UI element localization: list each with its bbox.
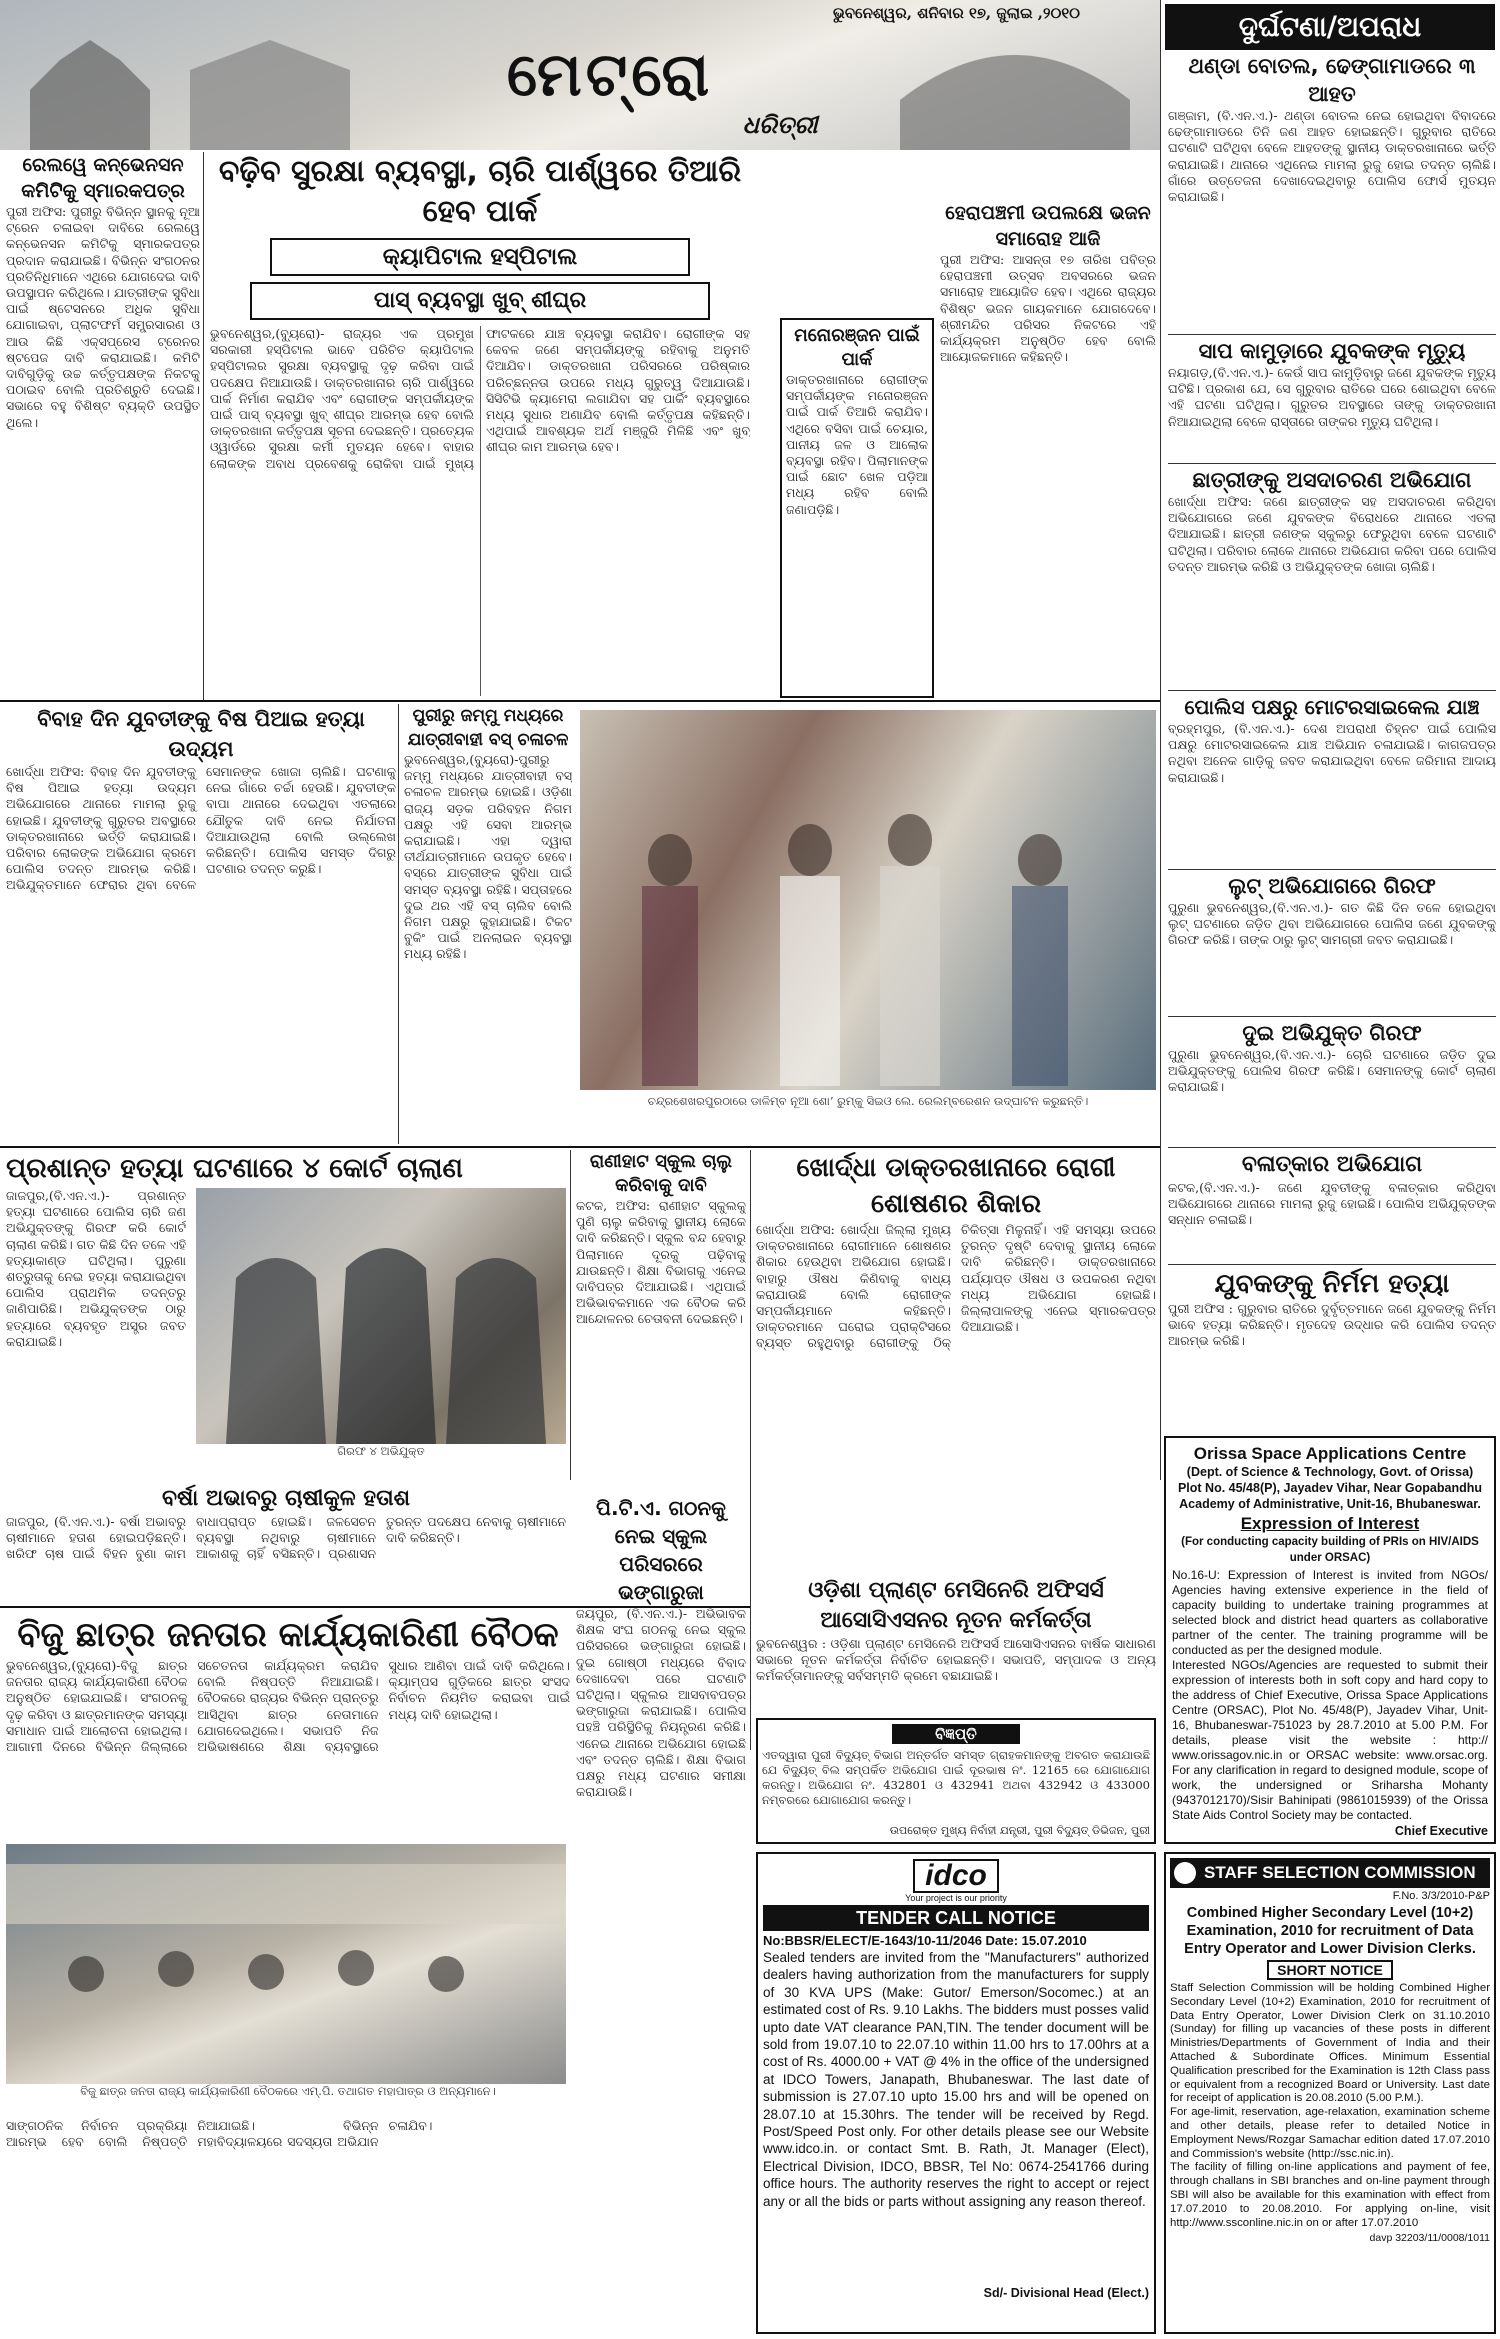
- lead-headline-text: ବଢ଼ିବ ସୁରକ୍ଷା ବ୍ୟବସ୍ଥା, ଚାରି ପାର୍ଶ୍ୱରେ ତିଆରି ହେବ ପାର୍କ: [218, 154, 742, 229]
- inauguration-caption: ଚନ୍ଦ୍ରଶେଖରପୁରଠାରେ ଡାଳିମ୍ବ ନୂଆ ଶୋ’ ରୁମ୍‌କୁ ସିଇଓ ଲେ. ରେଲମ୍ବରେଶନ ଉଦ୍‌ଘାଟନ କରୁଛନ୍ତି।: [647, 1094, 1089, 1108]
- ssc-title: STAFF SELECTION COMMISSION: [1204, 1863, 1476, 1882]
- lead-subhead: ପାସ୍ ବ୍ୟବସ୍ଥା ଖୁବ୍ ଶୀଘ୍ର: [373, 288, 587, 313]
- plant-body: ଭୁବନେଶ୍ୱର : ଓଡ଼ିଶା ପ୍ଲାଣ୍ଟ ମେସିନେରି ଅଫିସର୍ସ ଆସୋସିଏସନର ବାର୍ଷିକ ସାଧାରଣ ସଭାରେ ନୂତନ କର୍ମକର୍ତ୍ତା ନିର୍ବାଚିତ ହୋଇଛନ୍ତି। ସଭାପତି, ସମ୍ପାଦକ ଓ ଅନ୍ୟ କର୍ମକର୍ତ୍ତାମାନଙ୍କୁ ସର୍ବସମ୍ମତି କ୍ରମେ ବଛାଯାଇଛି।: [756, 1636, 1156, 1684]
- idco-logo: idco: [913, 1859, 999, 1893]
- pta-body: ଜୟପୁର, (ବି.ଏନ.ଏ.)- ଅଭିଭାବକ ଶିକ୍ଷକ ସଂଘ ଗଠନକୁ ନେଇ ସ୍କୁଲ ପରିସରରେ ଭଙ୍ଗାରୁଜା ହୋଇଛି। ଦୁଇ ଗୋଷ୍ଠୀ ମଧ୍ୟରେ ବିବାଦ ଦେଖାଦେବା ପରେ ଘଟଣାଟି ଘଟିଥିଲା। ସ୍କୁଲର ଆସବାବପତ୍ର ଭଙ୍ଗାରୁଜା କରାଯାଇଛି। ପୋଲିସ ପହଞ୍ଚି ପରିସ୍ଥିତିକୁ ନିୟନ୍ତ୍ରଣ କରିଛି। ଏନେଇ ଥାନାରେ ଅଭିଯୋଗ ହୋଇଛି ଏବଂ ତଦନ୍ତ ଚାଲିଛି। ଶିକ୍ଷା ବିଭାଗ ପକ୍ଷରୁ ମଧ୍ୟ ଘଟଣାର ସମୀକ୍ଷା କରାଯାଉଛି।: [576, 1606, 746, 1800]
- crime-story-6-headline: ଦୁଇ ଅଭିଯୁକ୍ତ ଗିରଫ: [1168, 1016, 1496, 1047]
- railway-headline: ରେଲୱେ କନ୍‌ଭେନସନ କମିଟିକୁ ସ୍ମାରକପତ୍ର: [21, 154, 185, 202]
- bjd-meeting-photo: [6, 1844, 566, 2084]
- dome-silhouette-icon: [880, 30, 1150, 150]
- school-story: [576, 1150, 746, 1490]
- railway-story: [6, 152, 200, 698]
- crime-story-2-body: ନୟାଗଡ଼,(ବି.ଏନ.ଏ.)- କେଉଁ ସାପ କାମୁଡ଼ିବାରୁ ଜଣେ ଯୁବକଙ୍କ ମୃତ୍ୟୁ ଘଟିଛି। ପ୍ରକାଶ ଯେ, ସେ ଗୁରୁବାର ରାତିରେ ଘରେ ଶୋଇଥିବା ବେଳେ ଏହି ଘଟଣା ଘଟିଥିଲା। ଗୁରୁତର ଅବସ୍ଥାରେ ତାଙ୍କୁ ଡାକ୍ତରଖାନା ନିଆଯାଇଥିଲା ବେଳେ ରାସ୍ତାରେ ତାଙ୍କର ମୃତ୍ୟୁ ଘଟିଥିଲା।: [1168, 365, 1496, 429]
- crime-story-2-headline: ସାପ କାମୁଡ଼ାରେ ଯୁବକଙ୍କ ମୃତ୍ୟୁ: [1168, 334, 1496, 365]
- bjd-headline: ବିଜୁ ଛାତ୍ର ଜନତାର କାର୍ଯ୍ୟକାରିଣୀ ବୈଠକ: [17, 1615, 559, 1655]
- crime-story-3-headline: ଛାତ୍ରୀଙ୍କୁ ଅସଦାଚରଣ ଅଭିଯୋଗ: [1168, 463, 1496, 494]
- ssc-davp: davp 32203/11/0008/1011: [1369, 2232, 1490, 2245]
- orsac-para2: Interested NGOs/Agencies are requested to submit their expression of interests both in soft copy and hard copy to the address of Chief Executive, Orissa Space Applications Centre (ORSAC), Plot No. 45/48(P), Jayadev Vihar, Unit-16, Bhubaneswar-751023 by 28.7.2010 at 5.00 P.M. For details, please visit the website : http:// www.orissagov.nic.in or ORSAC website: www.orsac.org. For any clarification in regard to designed module, scope of work, the undersigned or Sriharsha Mohanty (9437012170)/Sisir Bahinipati (9861015939) of the Orissa State Aids Control Society may be contacted.: [1172, 1658, 1488, 1822]
- bjd-body-2: ସାଙ୍ଗଠନିକ ନିର୍ବାଚନ ପ୍ରକ୍ରିୟା ଆରମ୍ଭ ହେବ ବୋଲି ନିଷ୍ପତ୍ତି ନିଆଯାଇଛି। ବିଭିନ୍ନ ମହାବିଦ୍ୟାଳୟରେ ସଦସ୍ୟତା ଅଭିଯାନ ଚଳାଯିବ।: [6, 2118, 433, 2150]
- murder-headline: ପ୍ରଶାନ୍ତ ହତ୍ୟା ଘଟଣାରେ ୪ କୋର୍ଟ ଚାଲାଣ: [6, 1153, 463, 1184]
- bjd-story: [6, 1612, 570, 2336]
- idco-tagline: Your project is our priority: [905, 1893, 1007, 1903]
- crime-story-3-body: ଖୋର୍ଦ୍ଧା ଅଫିସ: ଜଣେ ଛାତ୍ରୀଙ୍କ ସହ ଅସଦାଚରଣ କରିଥିବା ଅଭିଯୋଗରେ ଜଣେ ଯୁବକଙ୍କ ବିରୋଧରେ ଥାନାରେ ଏତଲା ଦିଆଯାଇଛି। ଛାତ୍ରୀ ଜଣଙ୍କ ସ୍କୁଲରୁ ଫେରୁଥିବା ବେଳେ ଘଟଣାଟି ଘଟିଥିଲା। ପରିବାର ଲୋକେ ଥାନାରେ ଅଭିଯୋଗ କରିବା ପରେ ପୋଲିସ ତଦନ୍ତ ଆରମ୍ଭ କରିଛି ଓ ଅଭିଯୁକ୍ତଙ୍କ ଖୋଜା ଚାଲିଛି।: [1168, 494, 1496, 574]
- crime-story-4-body: ବ୍ରହ୍ମପୁର, (ବି.ଏନ.ଏ.)- ଦେଶ ଅପରାଧୀ ଚିହ୍ନଟ ପାଇଁ ପୋଲିସ ପକ୍ଷରୁ ମୋଟରସାଇକେଲ ଯାଞ୍ଚ ଅଭିଯାନ ଚଳାଯାଇଛି। କାଗଜପତ୍ର ନଥିବା ଅନେକ ଗାଡ଼ିକୁ ଜବତ କରାଯାଇଥିବା ବେଳେ ଜରିମାନା ଆଦାୟ କରାଯାଇଛି।: [1168, 721, 1496, 785]
- masthead-logo-sub: ଧରିତ୍ରୀ: [742, 110, 818, 139]
- murder-body: ଜାଜପୁର,(ବି.ଏନ.ଏ.)- ପ୍ରଶାନ୍ତ ହତ୍ୟା ଘଟଣାରେ ପୋଲିସ ଚାରି ଜଣ ଅଭିଯୁକ୍ତଙ୍କୁ ଗିରଫ କରି କୋର୍ଟ ଚାଲାଣ କରିଛି। ଗତ କିଛି ଦିନ ତଳେ ଏହି ହତ୍ୟାକାଣ୍ଡ ଘଟିଥିଲା। ପୁରୁଣା ଶତ୍ରୁତାକୁ ନେଇ ହତ୍ୟା କରାଯାଇଥିବା ପୋଲିସ ପ୍ରାଥମିକ ତଦନ୍ତରୁ ଜାଣିପାରିଛି। ଅଭିଯୁକ୍ତଙ୍କ ଠାରୁ ହତ୍ୟାରେ ବ୍ୟବହୃତ ଅସ୍ତ୍ର ଜବତ କରାଯାଇଛି।: [6, 1188, 186, 1349]
- crime-story-6-body: ପୁରୁଣା ଭୁବନେଶ୍ୱର,(ବି.ଏନ.ଏ.)- ଚୋରି ଘଟଣାରେ ଜଡ଼ିତ ଦୁଇ ଅଭିଯୁକ୍ତଙ୍କୁ ପୋଲିସ ଗିରଫ କରିଛି। ସେମାନଙ୍କୁ କୋର୍ଟ ଚାଲାଣ କରାଯାଇଛି।: [1168, 1047, 1496, 1095]
- dowry-headline: ବିବାହ ଦିନ ଯୁବତୀଙ୍କୁ ବିଷ ପିଆଇ ହତ୍ୟା ଉଦ୍ୟମ: [37, 707, 365, 761]
- orsac-address: Plot No. 45/48(P), Jayadev Vihar, Near Gopabandhu Academy of Administrative, Unit-16, Bhubaneswar.: [1177, 1481, 1483, 1511]
- dowry-body: ଖୋର୍ଦ୍ଧା ଅଫିସ: ବିବାହ ଦିନ ଯୁବତୀଙ୍କୁ ବିଷ ପିଆଇ ହତ୍ୟା ଉଦ୍ୟମ ଅଭିଯୋଗରେ ଥାନାରେ ମାମଲା ରୁଜୁ ହୋଇଛି। ଯୁବତୀଙ୍କୁ ଗୁରୁତର ଅବସ୍ଥାରେ ଡାକ୍ତରଖାନାରେ ଭର୍ତ୍ତି କରାଯାଇଛି। ପରିବାର ଲୋକଙ୍କ ଅଭିଯୋଗ କ୍ରମେ ପୋଲିସ ତଦନ୍ତ ଆରମ୍ଭ କରିଛି। ଅଭିଯୁକ୍ତମାନେ ଫେରାର ଥିବା ବେଳେ ସେମାନଙ୍କ ଖୋଜା ଚାଲିଛି। ଘଟଣାକୁ ନେଇ ଗାଁରେ ଚର୍ଚ୍ଚା ହେଉଛି। ଯୁବତୀଙ୍କ ବାପା ଥାନାରେ ଦେଇଥିବା ଏତଲାରେ ଯୌତୁକ ଦାବି ନେଇ ନିର୍ଯାତନା ଦିଆଯାଉଥିଲା ବୋଲି ଉଲ୍ଲେଖ କରିଛନ୍ତି। ପୋଲିସ ସମସ୍ତ ଦିଗରୁ ଘଟଣାର ତଦନ୍ତ କରୁଛି।: [6, 764, 396, 893]
- herapanchami-body: ପୁରୀ ଅଫିସ: ଆସନ୍ତା ୧୭ ତାରିଖ ପବିତ୍ର ହେରାପଞ୍ଚମୀ ଉତ୍ସବ ଅବସରରେ ଭଜନ ସମାରୋହ ଆୟୋଜିତ ହେବ। ଏଥିରେ ରାଜ୍ୟର ବିଶିଷ୍ଟ ଭଜନ ଗାୟକମାନେ ଯୋଗଦେବେ। ଶ୍ରୀମନ୍ଦିର ପରିସର ନିକଟରେ ଏହି କାର୍ଯ୍ୟକ୍ରମ ଅନୁଷ୍ଠିତ ହେବ ବୋଲି ଆୟୋଜକମାନେ କହିଛନ୍ତି।: [940, 252, 1156, 365]
- masked-accused-icon: [196, 1188, 566, 1444]
- crime-story-7-body: କଟକ,(ବି.ଏନ.ଏ.)- ଜଣେ ଯୁବତୀଙ୍କୁ ବଳାତ୍କାର କରିଥିବା ଅଭିଯୋଗରେ ଥାନାରେ ମାମଲା ରୁଜୁ ହୋଇଛି। ପୋଲିସ ଅଭିଯୁକ୍ତଙ୍କ ସନ୍ଧାନ ଚଳାଇଛି।: [1168, 1180, 1496, 1228]
- idco-title: TENDER CALL NOTICE: [763, 1905, 1149, 1931]
- crime-story-4-headline: ପୋଲିସ ପକ୍ଷରୁ ମୋଟରସାଇକେଲ ଯାଞ୍ଚ: [1168, 690, 1496, 721]
- school-body: କଟକ, ଅଫିସ: ରାଣୀହାଟ ସ୍କୁଲକୁ ପୁଣି ଚାଲୁ କରିବାକୁ ସ୍ଥାନୀୟ ଲୋକେ ଦାବି କରିଛନ୍ତି। ସ୍କୁଲ ବନ୍ଦ ହେବାରୁ ପିଲାମାନେ ଦୂରକୁ ପଢ଼ିବାକୁ ଯାଉଛନ୍ତି। ଶିକ୍ଷା ବିଭାଗକୁ ଏନେଇ ଦାବିପତ୍ର ଦିଆଯାଇଛି। ଏଥିପାଇଁ ଅଭିଭାବକମାନେ ଏକ ବୈଠକ କରି ଆନ୍ଦୋଳନର ଚେତାବନୀ ଦେଇଛନ୍ତି।: [576, 1198, 746, 1327]
- idco-signatory: Sd/- Divisional Head (Elect.): [983, 2286, 1149, 2300]
- ssc-para2: For age-limit, reservation, age-relaxation, examination scheme and other details, please refer to detailed Notice in Employment News/Rozgar Samachar edition dated 17.07.2010 and Commission's website (http://ssc.nic.in).: [1170, 2106, 1490, 2160]
- people-silhouettes-icon: [580, 710, 1156, 1090]
- orsac-subtitle: (For conducting capacity building of PRIs on HIV/AIDS under ORSAC): [1181, 1536, 1479, 1564]
- drought-story: [6, 1484, 566, 1604]
- dowry-story: [6, 704, 396, 1144]
- ssc-para1: Staff Selection Commission will be holding Combined Higher Secondary Level (10+2) Examination, 2010 for recruitment of Data Entry Operator, Lower Division Clerk on 31.10.2010 (Sunday) for filling up vacancies of these posts in different Ministries/Departments of Government of India and their Attached & Subordinate Offices. Minimum Essential Qualification prescribed for the Examination is 12th Class pass or equivalent from a recognized Board or University. Last date for receipt of application is 20.08.2010 (5.00 P.M.).: [1170, 1982, 1490, 2105]
- khurda-body: ଖୋର୍ଦ୍ଧା ଅଫିସ: ଖୋର୍ଦ୍ଧା ଜିଲ୍ଲା ମୁଖ୍ୟ ଡାକ୍ତରଖାନାରେ ରୋଗୀମାନେ ଶୋଷଣର ଶିକାର ହେଉଥିବା ଅଭିଯୋଗ ହୋଇଛି। ବାହାରୁ ଔଷଧ କିଣିବାକୁ ବାଧ୍ୟ କରାଯାଉଛି ବୋଲି ରୋଗୀଙ୍କ ସମ୍ପର୍କୀୟମାନେ କହିଛନ୍ତି। ଡାକ୍ତରମାନେ ଘରୋଇ ପ୍ରାକ୍ଟିସରେ ବ୍ୟସ୍ତ ରହୁଥିବାରୁ ରୋଗୀଙ୍କୁ ଠିକ୍ ଚିକିତ୍ସା ମିଳୁନାହିଁ। ଏହି ସମସ୍ୟା ଉପରେ ତୁରନ୍ତ ଦୃଷ୍ଟି ଦେବାକୁ ସ୍ଥାନୀୟ ଲୋକେ ଦାବି କରିଛନ୍ତି। ଡାକ୍ତରଖାନାରେ ପର୍ଯ୍ୟାପ୍ତ ଔଷଧ ଓ ଉପକରଣ ନଥିବା ମଧ୍ୟ ଅଭିଯୋଗ ହୋଇଛି। ଜିଲ୍ଲାପାଳଙ୍କୁ ଏନେଇ ସ୍ମାରକପତ୍ର ଦିଆଯାଇଛି।: [756, 1222, 1156, 1351]
- ssc-heading: Combined Higher Secondary Level (10+2) Examination, 2010 for recruitment of Data Entry Operator and Lower Division Clerks.: [1184, 1905, 1476, 1957]
- bus-body: ଭୁବନେଶ୍ୱର,(ବ୍ୟୁରୋ)-ପୁରୀରୁ ଜମ୍ମୁ ମଧ୍ୟରେ ଯାତ୍ରୀବାହୀ ବସ୍ ଚଳାଚଳ ଆରମ୍ଭ ହୋଇଛି। ଓଡ଼ିଶା ରାଜ୍ୟ ସଡ଼କ ପରିବହନ ନିଗମ ପକ୍ଷରୁ ଏହି ସେବା ଆରମ୍ଭ କରାଯାଇଛି। ଏହା ଦ୍ୱାରା ତୀର୍ଥଯାତ୍ରୀମାନେ ଉପକୃତ ହେବେ। ବସ୍‌ରେ ଯାତ୍ରୀଙ୍କ ସୁବିଧା ପାଇଁ ସମସ୍ତ ବ୍ୟବସ୍ଥା ରହିଛି। ସପ୍ତାହରେ ଦୁଇ ଥର ଏହି ବସ୍ ଚାଲିବ ବୋଲି ନିଗମ ପକ୍ଷରୁ କୁହାଯାଇଛି। ଟିକଟ ବୁକିଂ ପାଇଁ ଅନଲାଇନ ବ୍ୟବସ୍ଥା ମଧ୍ୟ ରହିଛି।: [404, 752, 572, 962]
- odia-notice: [756, 1718, 1156, 1844]
- odia-notice-body: ଏତଦ୍ୱାରା ପୁରୀ ବିଦ୍ୟୁତ୍ ବିଭାଗ ଅନ୍ତର୍ଗତ ସମସ୍ତ ଗ୍ରାହକମାନଙ୍କୁ ଅବଗତ କରାଯାଉଛି ଯେ ବିଦ୍ୟୁତ୍ ବିଲ ସମ୍ପର୍କିତ ଅଭିଯୋଗ ପାଇଁ ଦୂରଭାଷ ନଂ. 12165 ରେ ଯୋଗାଯୋଗ କରନ୍ତୁ। ଅଭିଯୋଗ ନଂ. 432801 ଓ 432941 ଅଥବା 432942 ଓ 433000 ନମ୍ବରରେ ଯୋଗାଯୋଗ କରନ୍ତୁ।: [762, 1748, 1150, 1807]
- odia-notice-signature: ଉପରୋକ୍ତ ମୁଖ୍ୟ ନିର୍ବାହୀ ଯନ୍ତ୍ରୀ, ପୁରୀ ବିଦ୍ୟୁତ୍ ଡିଭିଜନ, ପୁରୀ: [889, 1824, 1150, 1837]
- crime-story-1-body: ଗଞ୍ଜାମ, (ବି.ଏନ.ଏ.)- ଥଣ୍ଡା ବୋତଲ ନେଇ ହୋଇଥିବା ବିବାଦରେ ଢେଙ୍ଗାମାଡରେ ତିନି ଜଣ ଆହତ ହୋଇଛନ୍ତି। ଗୁରୁବାର ରାତିରେ ଘଟଣାଟି ଘଟିଥିବା ବେଳେ ଆହତଙ୍କୁ ସ୍ଥାନୀୟ ଡାକ୍ତରଖାନାରେ ଭର୍ତ୍ତି କରାଯାଇଛି। ଥାନାରେ ଏଥିନେଇ ମାମଲା ରୁଜୁ ହୋଇ ତଦନ୍ତ ଚାଲିଛି। ଗାଁରେ ଉତ୍ତେଜନା ଦେଖାଦେଇଥିବାରୁ ପୋଲିସ ଫୋର୍ସ ମୁତୟନ କରାଯାଇଛି।: [1168, 108, 1496, 205]
- school-headline: ରାଣୀହାଟ ସ୍କୁଲ ଚାଲୁ କରିବାକୁ ଦାବି: [589, 1151, 733, 1196]
- crime-story-8-body: ପୁରୀ ଅଫିସ : ଗୁରୁବାର ରାତିରେ ଦୁର୍ବୃତ୍ତମାନେ ଜଣେ ଯୁବକଙ୍କୁ ନିର୍ମମ ଭାବେ ହତ୍ୟା କରିଛନ୍ତି। ମୃତଦେହ ଉଦ୍ଧାର କରି ପୋଲିସ ତଦନ୍ତ ଆରମ୍ଭ କରିଛି।: [1168, 1301, 1496, 1349]
- pta-story: [576, 1494, 746, 2339]
- orsac-org: Orissa Space Applications Centre: [1193, 1444, 1467, 1463]
- orsac-para1: No.16-U: Expression of Interest is invited from NGOs/ Agencies having extensive experience in the field of capacity building to undertake training programmes at selected block and district head quarters as collaborative partner of the center. The training programme will be conducted as per the designed module.: [1172, 1568, 1488, 1657]
- ssc-ad: [1164, 1852, 1496, 2334]
- orsac-title: Expression of Interest: [1240, 1514, 1420, 1533]
- ssc-para3: The facility of filling on-line applications and payment of fee, through challans in SBI branches and on-line payment through SBI will also be available for this examination with effect from 17.07.2010 to 20.08.2010. For applying on-line, visit http://www.ssconline.nic.in on or after 17.07.2010: [1170, 2161, 1490, 2229]
- bus-story: [404, 704, 572, 1144]
- odia-notice-title: ବିଜ୍ଞପ୍ତି: [892, 1724, 1020, 1744]
- section-title-crime: ଦୁର୍ଘଟଣା/ଅପରାଧ: [1165, 4, 1495, 50]
- khurda-story: [756, 1150, 1156, 1570]
- ssc-emblem-icon: [1174, 1862, 1196, 1884]
- bus-headline: ପୁରୀରୁ ଜମ୍ମୁ ମଧ୍ୟରେ ଯାତ୍ରୀବାହୀ ବସ୍ ଚଳାଚଳ: [407, 706, 569, 750]
- accused-photo: [196, 1188, 566, 1444]
- plant-headline: ଓଡ଼ିଶା ପ୍ଲାଣ୍ଟ ମେସିନେରି ଅଫିସର୍ସ ଆସୋସିଏସନର ନୂତନ କର୍ମକର୍ତ୍ତା: [808, 1578, 1104, 1633]
- khurda-headline: ଖୋର୍ଦ୍ଧା ଡାକ୍ତରଖାନାରେ ରୋଗୀ ଶୋଷଣର ଶିକାର: [796, 1153, 1116, 1219]
- bjd-caption: ବିଜୁ ଛାତ୍ର ଜନତା ରାଜ୍ୟ କାର୍ଯ୍ୟକାରିଣୀ ବୈଠକରେ ଏମ୍.ପି. ତଥାଗତ ମହାପାତ୍ର ଓ ଅନ୍ୟମାନେ।: [80, 2084, 496, 2098]
- crime-column: [1168, 52, 1496, 1430]
- inauguration-photo: [580, 710, 1156, 1090]
- bjd-body: ଭୁବନେଶ୍ୱର,(ବ୍ୟୁରୋ)-ବିଜୁ ଛାତ୍ର ଜନତାର ରାଜ୍ୟ କାର୍ଯ୍ୟକାରିଣୀ ବୈଠକ ଅନୁଷ୍ଠିତ ହୋଇଯାଇଛି। ସଂଗଠନକୁ ଦୃଢ଼ କରିବା ଓ ଛାତ୍ରମାନଙ୍କ ସମସ୍ୟା ସମାଧାନ ପାଇଁ ଆଲୋଚନା ହୋଇଥିଲା। ଆଗାମୀ ଦିନରେ ବିଭିନ୍ନ ଜିଲ୍ଲାରେ ସଚେତନତା କାର୍ଯ୍ୟକ୍ରମ କରାଯିବ ବୋଲି ନିଷ୍ପତ୍ତି ନିଆଯାଇଛି। ବୈଠକରେ ରାଜ୍ୟର ବିଭିନ୍ନ ପ୍ରାନ୍ତରୁ ଆସିଥିବା ଛାତ୍ର ନେତାମାନେ ଯୋଗଦେଇଥିଲେ। ସଭାପତି ନିଜ ଅଭିଭାଷଣରେ ଶିକ୍ଷା ବ୍ୟବସ୍ଥାରେ ସୁଧାର ଆଣିବା ପାଇଁ ଦାବି କରିଥିଲେ। କ୍ୟାମ୍ପସ ଗୁଡ଼ିକରେ ଛାତ୍ର ସଂସଦ ନିର୍ବାଚନ ନିୟମିତ କରାଇବା ପାଇଁ ମଧ୍ୟ ଦାବି ହୋଇଥିଲା।: [6, 1658, 570, 1755]
- murder-story: [6, 1150, 566, 1480]
- idco-tender-ad: [756, 1852, 1156, 2334]
- stage-audience-icon: [6, 1844, 566, 2084]
- crime-story-5-body: ପୁରୁଣା ଭୁବନେଶ୍ୱର,(ବି.ଏନ.ଏ.)- ଗତ କିଛି ଦିନ ତଳେ ହୋଇଥିବା ଲୁଟ୍ ଘଟଣାରେ ଜଡ଼ିତ ଥିବା ଅଭିଯୋଗରେ ପୋଲିସ ଜଣେ ଯୁବକଙ୍କୁ ଗିରଫ କରିଛି। ତାଙ୍କ ଠାରୁ ଲୁଟ୍ ସାମଗ୍ରୀ ଜବତ କରାଯାଇଛି।: [1168, 900, 1496, 948]
- lead-body: ଭୁବନେଶ୍ୱର,(ବ୍ୟୁରୋ)- ରାଜ୍ୟର ଏକ ପ୍ରମୁଖ ସରକାରୀ ହସ୍ପିଟାଲ ଭାବେ ପରିଚିତ କ୍ୟାପିଟାଲ ହସ୍ପିଟାଲର ସୁରକ୍ଷା ବ୍ୟବସ୍ଥାକୁ ଦୃଢ଼ କରିବା ପାଇଁ ପଦକ୍ଷେପ ନିଆଯାଉଛି। ଡାକ୍ତରଖାନାର ଚାରି ପାର୍ଶ୍ୱରେ ପାର୍କ ନିର୍ମାଣ କରାଯିବ ଏବଂ ରୋଗୀଙ୍କ ସମ୍ପର୍କୀୟଙ୍କ ପାଇଁ ପାସ୍ ବ୍ୟବସ୍ଥା ଖୁବ୍ ଶୀଘ୍ର ଆରମ୍ଭ ହେବ ବୋଲି ଡାକ୍ତରଖାନା କର୍ତ୍ତୃପକ୍ଷ ସୂଚନା ଦେଇଛନ୍ତି। ପ୍ରତ୍ୟେକ ଓ୍ୱାର୍ଡରେ ସୁରକ୍ଷା କର୍ମୀ ମୁତୟନ ହେବେ। ବାହାର ଲୋକଙ୍କ ଅବାଧ ପ୍ରବେଶକୁ ରୋକିବା ପାଇଁ ମୁଖ୍ୟ ଫାଟକରେ ଯାଞ୍ଚ ବ୍ୟବସ୍ଥା କରାଯିବ। ରୋଗୀଙ୍କ ସହ କେବଳ ଜଣେ ସମ୍ପର୍କୀୟଙ୍କୁ ରହିବାକୁ ଅନୁମତି ଦିଆଯିବ। ଡାକ୍ତରଖାନା ପରିସରରେ ପରିଷ୍କାର ପରିଚ୍ଛନ୍ନତା ଉପରେ ମଧ୍ୟ ଗୁରୁତ୍ୱ ଦିଆଯାଉଛି। ସିସିଟିଭି କ୍ୟାମେରା ଲଗାଯିବା ସହ ପାର୍କିଂ ବ୍ୟବସ୍ଥାରେ ମଧ୍ୟ ସୁଧାର ଅଣାଯିବ ବୋଲି କର୍ତ୍ତୃପକ୍ଷ କହିଛନ୍ତି। ଏଥିପାଇଁ ଆବଶ୍ୟକ ଅର୍ଥ ମଞ୍ଜୁରି ମିଳିଛି ଏବଂ ଖୁବ୍ ଶୀଘ୍ର କାମ ଆରମ୍ଭ ହେବ।: [210, 326, 750, 471]
- railway-body: ପୁରୀ ଅଫିସ: ପୁରୀରୁ ବିଭିନ୍ନ ସ୍ଥାନକୁ ନୂଆ ଟ୍ରେନ ଚଳାଇବା ଦାବିରେ ରେଲୱେ କନ୍‌ଭେନସନ କମିଟିକୁ ସ୍ମାରକପତ୍ର ପ୍ରଦାନ କରାଯାଇଛି। ବିଭିନ୍ନ ସଂଗଠନର ପ୍ରତିନିଧିମାନେ ଏଥିରେ ଯୋଗଦେଇ ଦାବି ଉପସ୍ଥାପନ କରିଥିଲେ। ଯାତ୍ରୀଙ୍କ ସୁବିଧା ପାଇଁ ଷ୍ଟେସନରେ ଅଧିକ ସୁବିଧା ଯୋଗାଇବା, ପ୍ଲାଟଫର୍ମ ସମ୍ପ୍ରସାରଣ ଓ ଆଉ କିଛି ଏକ୍ସପ୍ରେସ ଟ୍ରେନର ଷ୍ଟପେଜ ଦାବି କରାଯାଇଛି। କମିଟି ଦାବିଗୁଡ଼ିକୁ ଉଚ୍ଚ କର୍ତ୍ତୃପକ୍ଷଙ୍କ ନିକଟକୁ ପଠାଇବ ବୋଲି ପ୍ରତିଶ୍ରୁତି ଦେଇଛି। ସଭାରେ ବହୁ ବିଶିଷ୍ଟ ବ୍ୟକ୍ତି ଉପସ୍ଥିତ ଥିଲେ।: [6, 204, 200, 430]
- crime-story-8-headline: ଯୁବକଙ୍କୁ ନିର୍ମମ ହତ୍ୟା: [1168, 1264, 1496, 1301]
- lead-tag: କ୍ୟାପିଟାଲ ହସ୍ପିଟାଲ: [382, 244, 578, 270]
- crime-story-7-headline: ବଳାତ୍କାର ଅଭିଯୋଗ: [1168, 1147, 1496, 1180]
- idco-body: Sealed tenders are invited from the "Manufacturers" authorized dealers having authorization from the manufacturers for supply of 30 KVA UPS (Make: Gutor/ Emerson/Socomec.) at an estimated cost of Rs. 9.10 Lakhs. The bidders must posses valid upto date VAT clearance PAN,TIN. The tender document will be sold from 19.07.10 to 22.07.10 within 11.00 hrs to 17.00hrs at a cost of Rs. 4000.00 + VAT @ 4% in the office of the undersigned at IDCO Towers, Janapath, Bhubaneswar. The last date of submission is 27.07.10 upto 15.00 hrs and will be opened on 28.07.10 at 15.30hrs. The tender will be received by Regd. Post/Speed Post only. For other details please see our Website www.idco.in. or contact Smt. B. Rath, Jt. Manager (Elect), Electrical Division, IDCO, BBSR, Tel No: 0674-2541766 during office hours. The authority reserves the right to accept or reject any or all the bids or parts without assigning any reason thereof.: [763, 1950, 1149, 2209]
- park-headline: ମନୋରଞ୍ଜନ ପାଇଁ ପାର୍କ: [794, 325, 920, 370]
- park-story: [780, 318, 934, 698]
- herapanchami-headline: ହେରାପଞ୍ଚମୀ ଉପଲକ୍ଷେ ଭଜନ ସମାରୋହ ଆଜି: [945, 202, 1151, 250]
- park-body: ଡାକ୍ତରଖାନାରେ ରୋଗୀଙ୍କ ସମ୍ପର୍କୀୟଙ୍କ ମନୋରଞ୍ଜନ ପାଇଁ ପାର୍କ ତିଆରି କରାଯିବ। ଏଥିରେ ବସିବା ପାଇଁ ଚେୟାର, ପାନୀୟ ଜଳ ଓ ଆଲୋକ ବ୍ୟବସ୍ଥା ରହିବ। ପିଲାମାନଙ୍କ ପାଇଁ ଛୋଟ ଖେଳ ପଡ଼ିଆ ମଧ୍ୟ ରହିବ ବୋଲି ଜଣାପଡ଼ିଛି।: [786, 372, 928, 517]
- pta-headline: ପି.ଟି.ଏ. ଗଠନକୁ ନେଇ ସ୍କୁଲ ପରିସରରେ ଭଙ୍ଗାରୁଜା: [596, 1496, 726, 1604]
- accused-caption: ଗିରଫ ୪ ଅଭିଯୁକ୍ତ: [337, 1444, 425, 1458]
- orsac-ad: [1164, 1436, 1496, 1844]
- ssc-short-notice: SHORT NOTICE: [1267, 1960, 1393, 1980]
- idco-ref: No:BBSR/ELECT/E-1643/10-11/2046 Date: 15.07.2010: [763, 1933, 1087, 1948]
- herapanchami-story: [940, 200, 1156, 698]
- orsac-dept: (Dept. of Science & Technology, Govt. of Orissa): [1186, 1465, 1474, 1479]
- masthead: [0, 0, 1160, 150]
- crime-story-5-headline: ଲୁଟ୍ ଅଭିଯୋଗରେ ଗିରଫ: [1168, 869, 1496, 900]
- drought-body: ଜାଜପୁର, (ବି.ଏନ.ଏ.)- ବର୍ଷା ଅଭାବରୁ ଚାଷୀମାନେ ହତାଶ ହୋଇପଡ଼ିଛନ୍ତି। ଖରିଫ ଚାଷ ପାଇଁ ବିହନ ବୁଣା କାମ ବାଧାପ୍ରାପ୍ତ ହୋଇଛି। ଜଳସେଚନ ବ୍ୟବସ୍ଥା ନଥିବାରୁ ଚାଷୀମାନେ ଆକାଶକୁ ଚାହିଁ ବସିଛନ୍ତି। ପ୍ରଶାସନ ତୁରନ୍ତ ପଦକ୍ଷେପ ନେବାକୁ ଚାଷୀମାନେ ଦାବି କରିଛନ୍ତି।: [6, 1514, 566, 1562]
- plant-story: [756, 1576, 1156, 1712]
- masthead-logo: ମେଟ୍ରୋ: [506, 40, 714, 110]
- masthead-date: ଭୁବନେଶ୍ୱର, ଶନିବାର ୧୭, ଜୁଲାଇ ,୨୦୧୦: [833, 4, 1080, 22]
- orsac-signatory: Chief Executive: [1394, 1824, 1488, 1838]
- ssc-file-no: F.No. 3/3/2010-P&P: [1392, 1890, 1490, 1902]
- temple-silhouette-icon: [10, 20, 390, 150]
- crime-story-1-headline: ଥଣ୍ଡା ବୋତଲ, ଢେଙ୍ଗାମାଡରେ ୩ ଆହତ: [1188, 54, 1476, 106]
- drought-headline: ବର୍ଷା ଅଭାବରୁ ଚାଷୀକୁଳ ହତାଶ: [162, 1486, 410, 1511]
